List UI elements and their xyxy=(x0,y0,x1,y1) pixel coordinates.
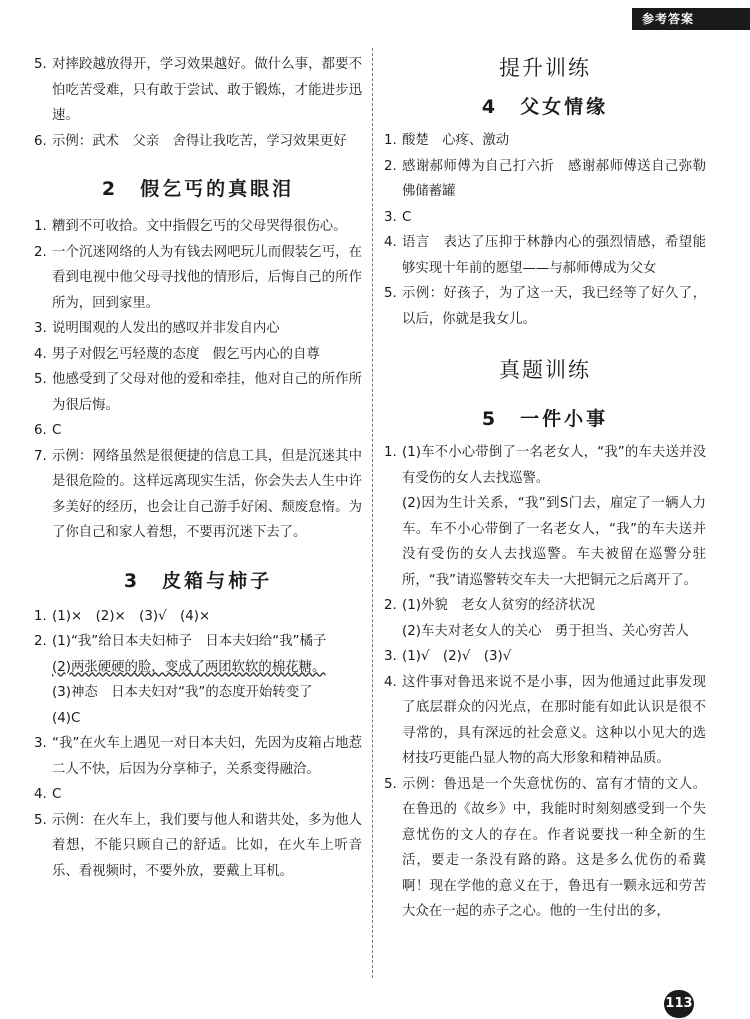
list-item xyxy=(384,670,706,772)
item-number: 1. xyxy=(34,219,47,234)
item-text: “我”在火车上遇见一对日本夫妇，先因为皮箱占地惹二人不快，后因为分享柿子，关系变得融洽。 xyxy=(52,736,362,777)
item-text: 示例：鲁迅是一个失意忧伤的、富有才情的文人。在鲁迅的《故乡》中，我能时时刻刻感受到一个失意忧伤的文人的存在。作者说要找一种全新的生活，要走一条没有路的路。这是多么优伤的希冀啊！现在学他的意义在于，鲁迅有一颗永远和劳苦大众在一起的赤子之心。他的一生付出的多， xyxy=(402,776,706,919)
item-number: 4. xyxy=(34,787,47,802)
section-title-5: 5 一件小事 xyxy=(481,408,609,430)
heading-advanced-training: 提升训练 xyxy=(499,56,591,80)
item-text: (1)× (2)× (3)√ (4)× xyxy=(52,608,211,624)
item-number: 5. xyxy=(34,57,47,72)
item-text: 他感受到了父母对他的爱和牵挂，他对自己的所作所为很后悔。 xyxy=(52,372,362,413)
list-item xyxy=(384,230,706,281)
list-item xyxy=(34,808,362,885)
item-text: (1)外貌 老女人贫穷的经济状况 xyxy=(402,598,596,613)
item-number: 3. xyxy=(384,649,397,664)
list-item xyxy=(34,629,362,655)
list-item xyxy=(34,367,362,418)
underlined-answer: (2)两张硬硬的脸，变成了两团软软的棉花糖。 xyxy=(52,659,326,675)
item-text: 酸楚 心疼、激动 xyxy=(402,133,510,148)
item-number: 3. xyxy=(34,736,47,751)
item-text: 感谢郝师傅为自己打六折 感谢郝师傅送自己弥勒佛储蓄罐 xyxy=(402,158,706,199)
sub-answer: (2)因为生计关系，“我”到S门去，雇定了一辆人力车。车不小心带倒了一名老女人，“我”的车夫送并没有受伤的女人去找巡警。车夫被留在巡警分驻所，“我”请巡警转交车夫一大把铜元之后离开了。 xyxy=(402,496,706,588)
sub-answer: (2)车夫对老女人的关心 勇于担当、关心穷苦人 xyxy=(402,623,689,639)
list-item xyxy=(34,342,362,368)
item-text: 示例：网络虽然是很便捷的信息工具，但是沉迷其中是很危险的。这样远离现实生活，你会失去人生中许多美好的经历，也会让自己游手好闲、颓废怠惰。为了你自己和家人着想，不要再沉迷下去了。 xyxy=(52,448,362,540)
list-item xyxy=(34,782,362,808)
sub-answer: (4)C xyxy=(52,710,81,726)
section-title-3: 3 皮箱与柿子 xyxy=(123,569,273,592)
item-text: C xyxy=(402,209,412,225)
item-text: 对摔跤越放得开，学习效果越好。做什么事，都要不怕吃苦受难，只有敢于尝试、敢于锻炼，才能进步迅速。 xyxy=(52,57,362,123)
list-item xyxy=(384,281,706,332)
item-text: 示例：好孩子，为了这一天，我已经等了好久了，以后，你就是我女儿。 xyxy=(402,286,706,327)
item-number: 6. xyxy=(34,423,47,438)
item-number: 3. xyxy=(384,209,397,225)
item-text: (1)√ (2)√ (3)√ xyxy=(402,649,512,664)
list-item xyxy=(384,593,706,619)
sub-answer xyxy=(34,655,362,681)
list-item xyxy=(34,52,362,129)
section-title-2: 2 假乞丐的真眼泪 xyxy=(101,178,295,200)
answer-key-tab: 参考答案 xyxy=(632,8,750,30)
list-item xyxy=(384,128,706,154)
item-text: 糟到不可收拾。文中指假乞丐的父母哭得很伤心。 xyxy=(52,219,347,234)
list-item xyxy=(384,440,706,491)
item-number: 4. xyxy=(384,235,397,250)
item-number: 5. xyxy=(34,372,47,387)
item-number: 1. xyxy=(34,608,47,624)
column-divider xyxy=(372,48,373,978)
item-number: 7. xyxy=(34,448,47,464)
item-text: (1)车不小心带倒了一名老女人，“我”的车夫送并没有受伤的女人去找巡警。 xyxy=(402,445,706,486)
list-item xyxy=(384,644,706,670)
item-text: 男子对假乞丐轻蔑的态度 假乞丐内心的自尊 xyxy=(52,346,320,362)
right-column xyxy=(384,52,706,925)
item-text: C xyxy=(52,423,62,438)
list-item xyxy=(34,418,362,444)
item-number: 2. xyxy=(384,598,397,613)
item-number: 5. xyxy=(34,812,47,828)
item-text: (1)“我”给日本夫妇柿子 日本夫妇给“我”橘子 xyxy=(52,634,327,649)
item-number: 5. xyxy=(384,286,397,301)
list-item xyxy=(34,240,362,317)
item-number: 2. xyxy=(384,158,397,174)
list-item xyxy=(34,316,362,342)
heading-exam-training: 真题训练 xyxy=(499,358,591,382)
item-text: 语言 表达了压抑于林静内心的强烈情感，希望能够实现十年前的愿望——与郝师傅成为父女 xyxy=(402,235,706,276)
item-number: 1. xyxy=(384,445,397,460)
section-title-4: 4 父女情缘 xyxy=(481,96,609,118)
item-number: 4. xyxy=(384,674,397,690)
item-number: 5. xyxy=(384,776,397,792)
item-text: 一个沉迷网络的人为有钱去网吧玩儿而假装乞丐，在看到电视中他父母寻找他的情形后，后悔自己的所作所为，回到家里。 xyxy=(52,244,362,311)
page-number: 113 xyxy=(664,990,694,1018)
list-item xyxy=(34,129,362,155)
item-number: 2. xyxy=(34,244,47,260)
item-number: 3. xyxy=(34,321,47,336)
list-item xyxy=(384,154,706,205)
list-item xyxy=(34,731,362,782)
item-number: 2. xyxy=(34,634,47,649)
item-text: 示例：武术 父亲 舍得让我吃苦，学习效果更好 xyxy=(52,133,347,149)
item-text: 示例：在火车上，我们要与他人和谐共处，多为他人着想，不能只顾自己的舒适。比如，在火车上听音乐、看视频时，不要外放，要戴上耳机。 xyxy=(52,812,362,879)
list-item xyxy=(384,205,706,231)
item-text: 说明围观的人发出的感叹并非发自内心 xyxy=(52,321,280,336)
list-item xyxy=(34,604,362,630)
sub-answer: (3)神态 日本夫妇对“我”的态度开始转变了 xyxy=(52,685,313,700)
item-number: 1. xyxy=(384,133,397,148)
item-number: 4. xyxy=(34,346,47,362)
item-text: C xyxy=(52,787,62,802)
list-item xyxy=(34,444,362,546)
left-column xyxy=(34,52,362,884)
list-item xyxy=(384,772,706,925)
item-text: 这件事对鲁迅来说不是小事，因为他通过此事发现了底层群众的闪光点，在那时能有如此认识是很不寻常的，具有深远的社会意义。这种以小见大的选材技巧更能凸显人物的高大形象和精神品质。 xyxy=(402,674,706,766)
item-number: 6. xyxy=(34,133,47,149)
list-item xyxy=(34,214,362,240)
